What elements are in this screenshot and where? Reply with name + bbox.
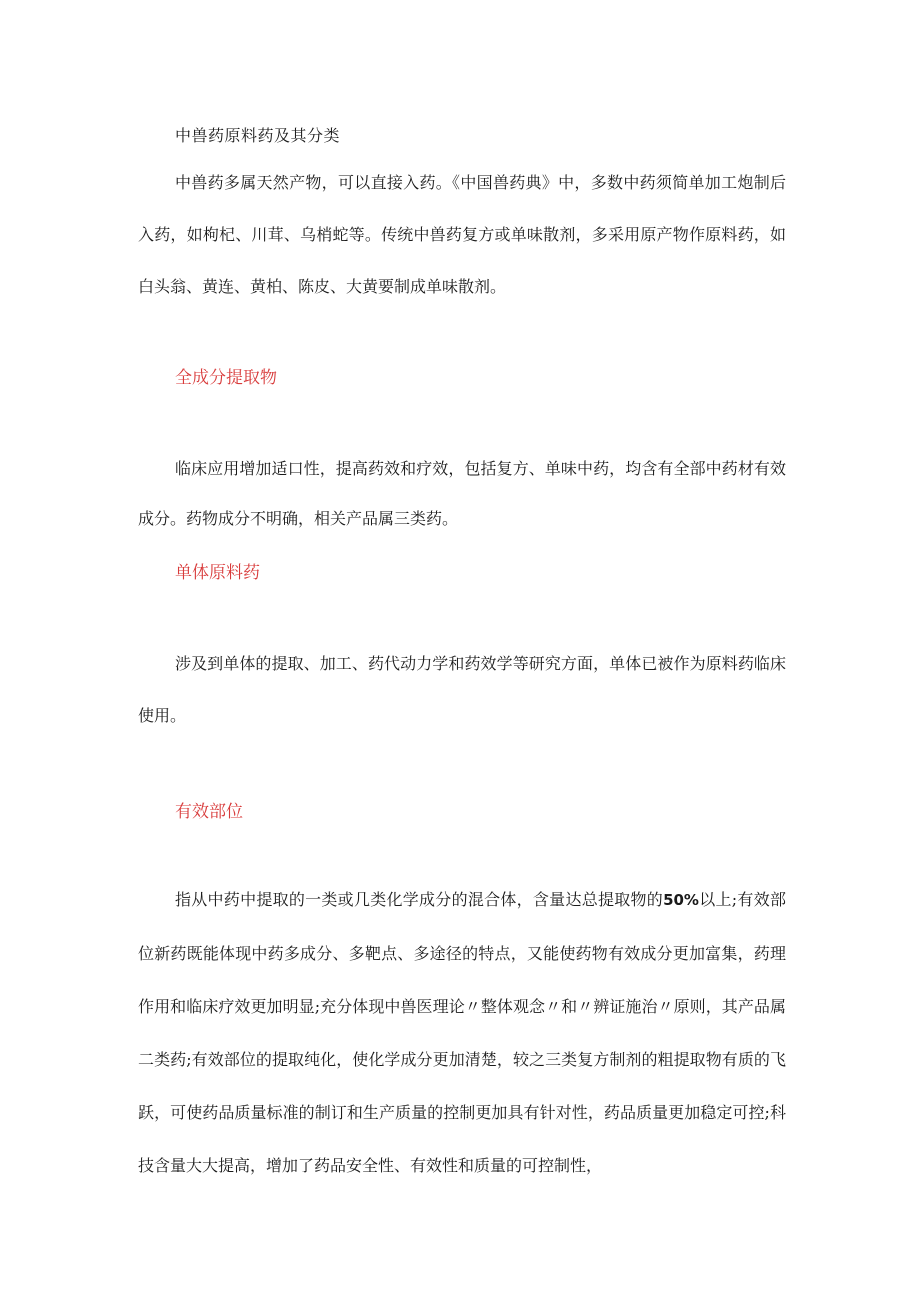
- section-body-effective-part: [138, 873, 786, 1192]
- percentage-value: 50%: [663, 891, 699, 909]
- section-body-monomer: 涉及到单体的提取、加工、药代动力学和药效学等研究方面，单体已被作为原料药临床使用。: [138, 654, 786, 725]
- section-body-full-extract: 临床应用增加适口性，提高药效和疗效，包括复方、单味中药，均含有全部中药材有效成分。药物成分不明确，相关产品属三类药。: [138, 459, 786, 528]
- section-heading-full-extract: 全成分提取物: [175, 368, 277, 388]
- intro-paragraph: 中兽药多属天然产物，可以直接入药。《中国兽药典》中，多数中药须简单加工炮制后入药，如枸杞、川茸、乌梢蛇等。传统中兽药复方或单味散剂，多采用原产物作原料药，如白头翁、黄连、黄柏、陈皮、大黄要制成单味散剂。: [138, 173, 786, 296]
- document-title: 中兽药原料药及其分类: [175, 126, 341, 145]
- section-heading-effective-part: 有效部位: [175, 802, 243, 822]
- body-text-before: 指从中药中提取的一类或几类化学成分的混合体，含量达总提取物的: [175, 890, 664, 909]
- body-text-after: 以上;有效部位新药既能体现中药多成分、多靶点、多途径的特点，又能使药物有效成分更加富集，药理作用和临床疗效更加明显;充分体现中兽医理论〃整体观念〃和〃辨证施治〃原则，其产品属二类药;有效部位的提取纯化，使化学成分更加清楚，较之三类复方制剂的粗提取物有质的飞跃，可使药品质量标准的制订和生产质量的控制更加具有针对性，药品质量更加稳定可控;科技含量大大提高，增加了药品安全性、有效性和质量的可控制性，: [138, 890, 786, 1175]
- section-heading-monomer: 单体原料药: [175, 563, 260, 583]
